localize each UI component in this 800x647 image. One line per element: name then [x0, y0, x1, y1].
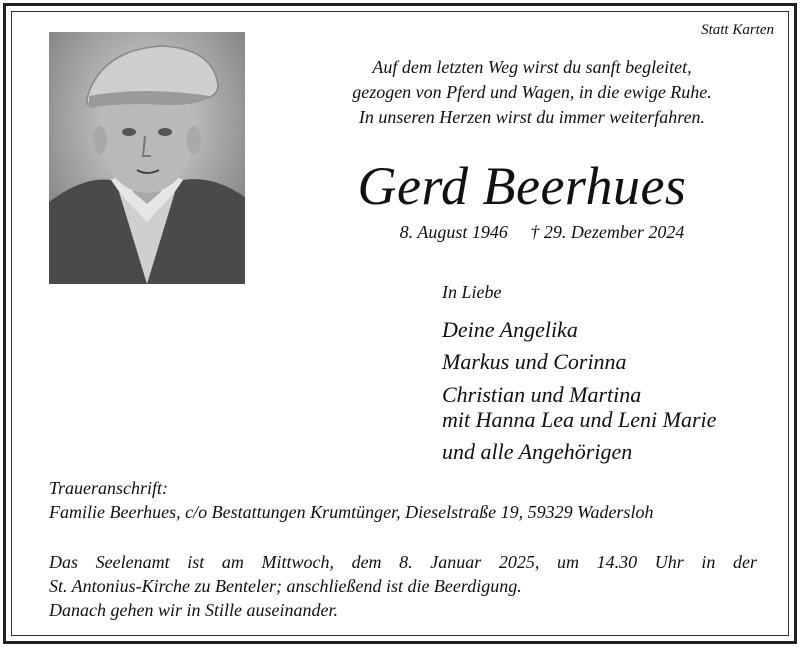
death-date: † 29. Dezember 2024: [530, 222, 685, 242]
mourners-intro: In Liebe: [442, 282, 502, 302]
mourner-line: mit Hanna Lea und Leni Marie: [442, 407, 717, 432]
statt-karten-label: Statt Karten: [701, 22, 774, 38]
portrait-photo: [49, 32, 245, 284]
poem: [272, 55, 792, 130]
notice-line: Danach gehen wir in Stille auseinander.: [49, 600, 338, 620]
address-text: Familie Beerhues, c/o Bestattungen Krumtünger, Dieselstraße 19, 59329 Wadersloh: [49, 502, 654, 522]
obituary-inner-border: [11, 11, 789, 636]
notice-line: Das Seelenamt ist am Mittwoch, dem 8. Januar 2025, um 14.30 Uhr in der: [49, 552, 757, 572]
life-dates: [352, 222, 732, 243]
mourning-address: [49, 476, 653, 524]
obituary-frame: [3, 3, 797, 644]
mourners-list: [442, 314, 716, 468]
notice-line: St. Antonius-Kirche zu Benteler; anschließend ist die Beerdigung.: [49, 576, 522, 596]
birth-date: 8. August 1946: [399, 222, 508, 242]
portrait-illustration: [49, 32, 245, 284]
mourner-line: Deine Angelika: [442, 317, 578, 342]
poem-line: In unseren Herzen wirst du immer weiterfahren.: [358, 107, 706, 127]
deceased-name: Gerd Beerhues: [357, 156, 687, 216]
mourner-line: Christian und Martina: [442, 382, 642, 407]
mourner-line: Markus und Corinna: [442, 349, 627, 374]
service-notice: [49, 550, 757, 622]
address-label: Traueranschrift:: [49, 478, 169, 498]
poem-line: gezogen von Pferd und Wagen, in die ewige Ruhe.: [352, 82, 712, 102]
poem-line: Auf dem letzten Weg wirst du sanft begleitet,: [372, 57, 692, 77]
mourner-line: und alle Angehörigen: [442, 439, 633, 464]
